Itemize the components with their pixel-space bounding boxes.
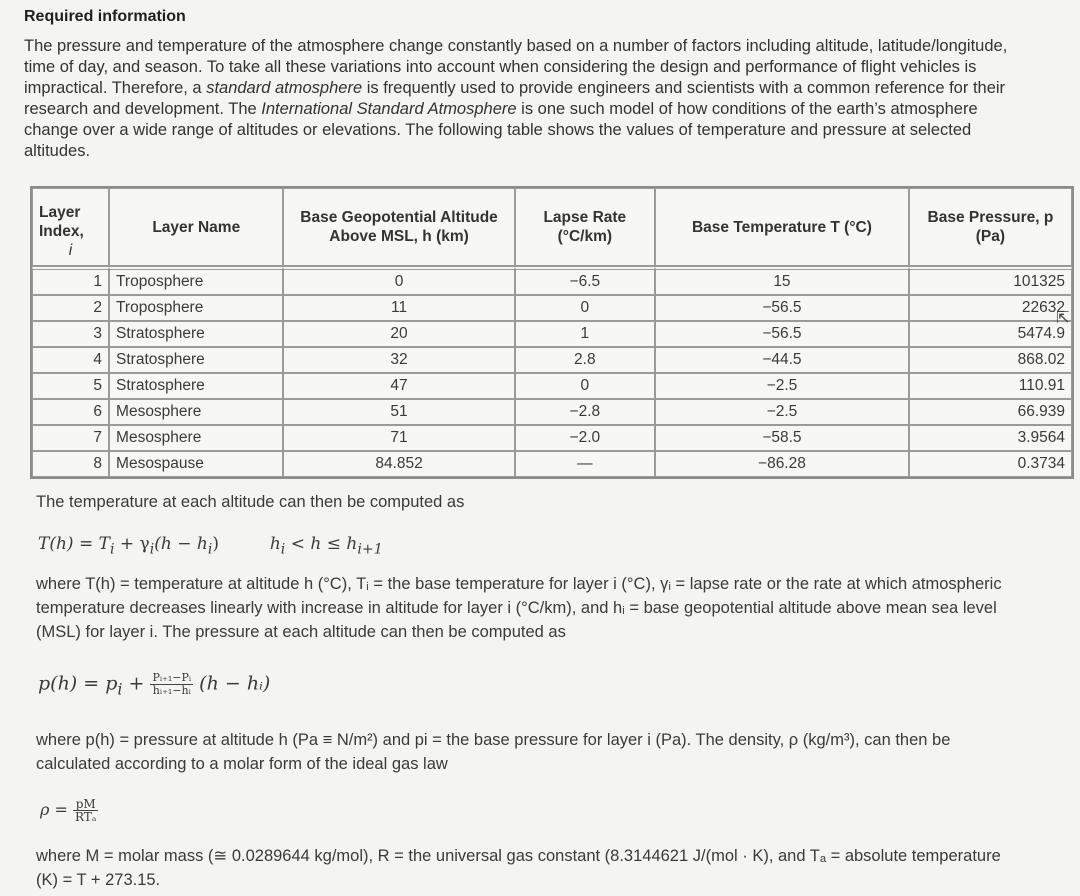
section-heading: Required information [24,8,186,25]
cell-base-temperature: −2.5 [655,399,909,425]
cell-layer-index: 4 [32,347,109,373]
pressure-equation: $p(h) = p_i$ + $\frac{\text{Pᵢ₊₁−Pᵢ}}{\text{hᵢ₊₁−hᵢ}}$ (h − hᵢ) [38,671,271,699]
table-body [32,266,1072,477]
cell-base-pressure: 868.02 [909,347,1072,373]
cell-base-temperature: −2.5 [655,373,909,399]
density-definitions-text: where M = molar mass (≅ 0.0289644 kg/mol), R = the universal gas constant (8.3144621 J/(mol · K), and Tₐ = absolute temperature (K) = T + 273.15. [36,847,1001,889]
table-row [32,451,1072,477]
cell-base-altitude: 71 [283,425,514,451]
cell-layer-name: Mesosphere [109,399,283,425]
table-row [32,266,1072,295]
intro-text-1: The pressure and temperature of the atmosphere change constantly based on a number of factors including altitude, latitude/longitude, time of day, and season. To take all these variations into account when considering the design and performance of flight vehicles is impractical. Therefore, a [24,37,1008,97]
cell-lapse-rate: 1 [515,321,655,347]
cell-base-pressure: 5474.9 [909,321,1072,347]
header-base-temperature: Base Temperature T (°C) [655,188,909,266]
cell-base-temperature: −86.28 [655,451,909,477]
cell-lapse-rate: −2.0 [515,425,655,451]
header-base-pressure: Base Pressure, p (Pa) [909,188,1072,266]
cell-lapse-rate: −2.8 [515,399,655,425]
intro-paragraph [24,36,1024,162]
intro-text-2: is frequently used to provide engineers and scientists with a common reference for their research and development. The [24,79,1006,118]
cell-lapse-rate: 0 [515,295,655,321]
cell-base-temperature: −56.5 [655,321,909,347]
cell-base-temperature: 15 [655,266,909,295]
table-row [32,399,1072,425]
pressure-definitions-text: where p(h) = pressure at altitude h (Pa ≡ N/m²) and pi = the base pressure for layer i (Pa). The density, ρ (kg/m³), can then be calculated according to a molar form of the ideal gas law [36,731,951,773]
cell-base-temperature: −56.5 [655,295,909,321]
cell-layer-index: 2 [32,295,109,321]
cell-layer-name: Stratosphere [109,373,283,399]
cell-layer-name: Mesospause [109,451,283,477]
cell-lapse-rate: 0 [515,373,655,399]
cell-layer-index: 3 [32,321,109,347]
cell-base-pressure: 22632 [909,295,1072,321]
temperature-intro-text: The temperature at each altitude can then be computed as [36,493,465,511]
header-layer-index: Layer Index, i [32,188,109,266]
header-lapse-rate: Lapse Rate (°C/km) [515,188,655,266]
cell-lapse-rate: 2.8 [515,347,655,373]
cell-lapse-rate: −6.5 [515,266,655,295]
table-row [32,295,1072,321]
cell-base-altitude: 20 [283,321,514,347]
intro-emphasis-standard-atmosphere: standard atmosphere [206,79,363,97]
cell-base-altitude: 51 [283,399,514,425]
cell-layer-name: Troposphere [109,295,283,321]
cell-base-altitude: 84.852 [283,451,514,477]
cell-lapse-rate: — [515,451,655,477]
cell-base-altitude: 47 [283,373,514,399]
cell-base-temperature: −58.5 [655,425,909,451]
cell-layer-index: 6 [32,399,109,425]
cell-layer-index: 7 [32,425,109,451]
table-row [32,373,1072,399]
cell-base-pressure: 66.939 [909,399,1072,425]
cell-layer-name: Mesosphere [109,425,283,451]
pressure-fraction: $\frac{\text{Pᵢ₊₁−Pᵢ}}{\text{hᵢ₊₁−hᵢ}}$ [152,671,192,697]
cell-base-altitude: 0 [283,266,514,295]
table-row [32,321,1072,347]
header-layer-name: Layer Name [109,188,283,266]
density-fraction: $\frac{pM}{\text{RTₐ}}$ [74,797,97,824]
cell-layer-name: Troposphere [109,266,283,295]
density-equation: ρ = $\frac{pM}{\text{RTₐ}}$ [40,797,97,824]
cell-base-pressure: 110.91 [909,373,1072,399]
cell-base-altitude: 11 [283,295,514,321]
cell-layer-index: 8 [32,451,109,477]
table-row [32,425,1072,451]
cell-layer-index: 5 [32,373,109,399]
atmosphere-table [30,186,1074,479]
cell-layer-name: Stratosphere [109,347,283,373]
cell-base-temperature: −44.5 [655,347,909,373]
intro-emphasis-isa: International Standard Atmosphere [261,100,517,118]
intro-text-3: is one such model of how conditions of the earth’s atmosphere change over a wide range of altitudes or elevations. The following table shows the values of temperature and pressure at selected altitudes. [24,100,978,160]
cell-base-altitude: 32 [283,347,514,373]
header-base-altitude: Base Geopotential Altitude Above MSL, h (km) [283,188,514,266]
cell-base-pressure: 101325 [909,266,1072,295]
temperature-definitions-text: where T(h) = temperature at altitude h (°C), Tᵢ = the base temperature for layer i (°C), γᵢ = lapse rate or the rate at which atmospheric temperature decreases linearly with increase in altitude for layer i (°C/km), and hᵢ = base geopotential altitude above mean sea level (MSL) for layer i. The pressure at each altitude can then be computed as [36,575,1002,641]
cell-layer-index: 1 [32,266,109,295]
temperature-equation: $T(h) = T_i + \gamma_i(h - h_i) h_i < h \le h_{i+1}$ [38,534,383,558]
table-row [32,347,1072,373]
cell-layer-name: Stratosphere [109,321,283,347]
cell-base-pressure: 0.3734 [909,451,1072,477]
cell-base-pressure: 3.9564 [909,425,1072,451]
cursor-icon: ⇱ [1056,310,1070,327]
table-header-row [32,188,1072,266]
